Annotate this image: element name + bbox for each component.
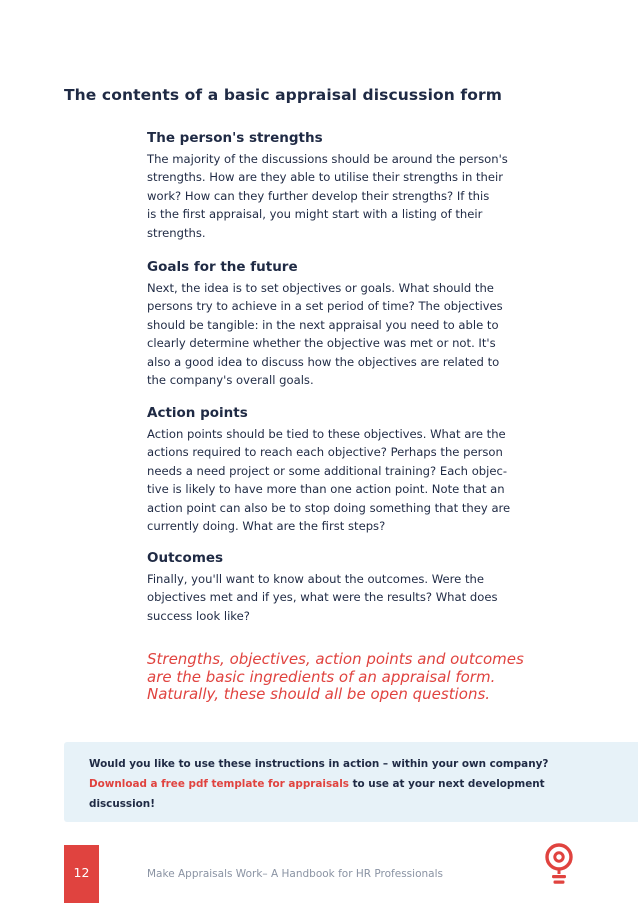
section-heading: Outcomes bbox=[147, 550, 224, 566]
section-body: The majority of the discussions should be around the person's strengths. How are they able to utilise their strengths in their work? How can they further develop their strengths? If this is the first appraisal, you might start with a listing of their strengths. bbox=[147, 152, 508, 240]
section-action-points bbox=[147, 403, 567, 535]
pull-quote: Strengths, objectives, action points and outcomes are the basic ingredients of an appraisal form. Naturally, these should all be open questions. bbox=[147, 650, 524, 703]
callout-line-2-rest: to use at your next development bbox=[348, 778, 545, 790]
section-heading: Action points bbox=[147, 405, 248, 421]
section-outcomes bbox=[147, 548, 567, 625]
section-strengths bbox=[147, 128, 567, 242]
page-number: 12 bbox=[73, 865, 90, 880]
section-heading: Goals for the future bbox=[147, 259, 298, 275]
section-goals bbox=[147, 257, 567, 389]
section-heading: The person's strengths bbox=[147, 130, 323, 146]
section-body: Finally, you'll want to know about the outcomes. Were the objectives met and if yes, what were the results? What does success look like? bbox=[147, 572, 498, 623]
section-body: Next, the idea is to set objectives or goals. What should the persons try to achieve in a set period of time? The objectives should be tangible: in the next appraisal you need to able to clearly determine whether the objective was met or not. It's also a good idea to discuss how the objectives are related to the company's overall goals. bbox=[147, 281, 503, 388]
page-number-box bbox=[64, 845, 99, 903]
page-title: The contents of a basic appraisal discussion form bbox=[64, 86, 502, 104]
callout-line-1: Would you like to use these instructions in action – within your own company? bbox=[89, 758, 549, 770]
download-template-link[interactable]: Download a free pdf template for appraisals bbox=[89, 778, 349, 790]
callout-text bbox=[89, 754, 609, 814]
lightbulb-logo-icon bbox=[544, 842, 574, 886]
callout-line-3: discussion! bbox=[89, 798, 155, 810]
footer-text: Make Appraisals Work– A Handbook for HR Professionals bbox=[147, 868, 443, 880]
callout-box bbox=[64, 742, 638, 822]
callout-line-2 bbox=[89, 774, 609, 794]
section-body: Action points should be tied to these objectives. What are the actions required to reach each objective? Perhaps the person needs a need project or some additional training? Each objec- tive is likely to have more than one action point. Note that an action point can also be to stop doing something that they are currently doing. What are the first steps? bbox=[147, 427, 511, 534]
